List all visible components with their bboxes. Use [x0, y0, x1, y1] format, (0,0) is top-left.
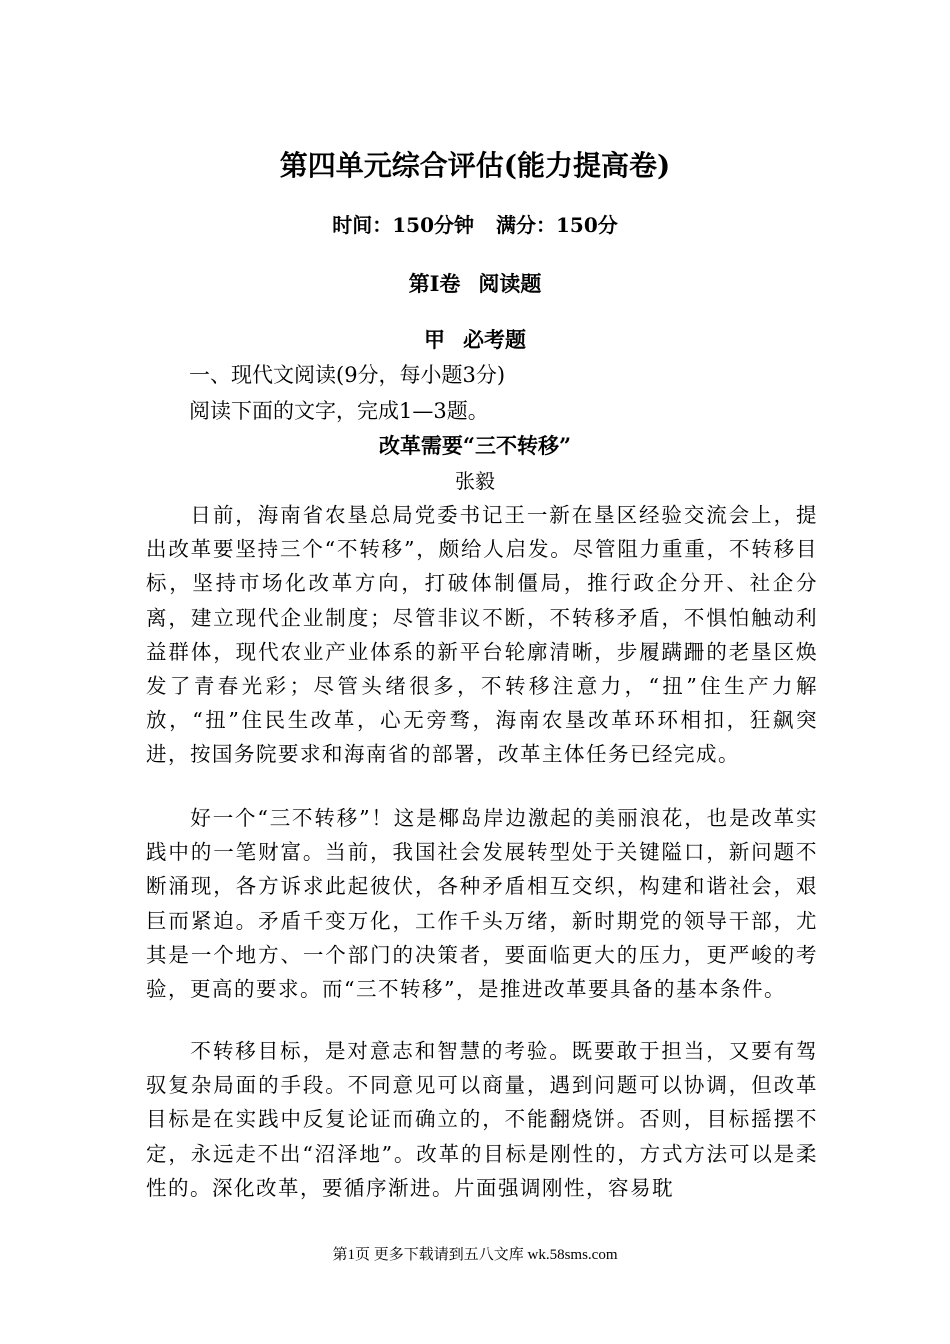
article-paragraph: [146, 801, 818, 1006]
category-name: 必考题: [463, 327, 526, 352]
article-paragraph: [146, 498, 818, 772]
paragraph-text: 好一个“三不转移”！这是椰岛岸边激起的美丽浪花，也是改革实践中的一笔财富。当前，我国社会发展转型处于关键隘口，新问题不断涌现，各方诉求此起彼伏，各种矛盾相互交织，构建和谐社会，艰巨而紧迫。矛盾千变万化，工作千头万绪，新时期党的领导干部，尤其是一个地方、一个部门的决策者，要面临更大的压力，更严峻的考验，更高的要求。而“三不转移”，是推进改革要具备的基本条件。: [146, 806, 818, 1002]
time-label: 时间：150分钟: [332, 213, 474, 237]
exam-meta: [0, 210, 950, 240]
page-footer: 第1页 更多下载请到五八文库 wk.58sms.com: [332, 1247, 618, 1263]
article-title: 改革需要“三不转移”: [378, 433, 572, 458]
article-paragraph: [146, 1034, 818, 1205]
category-part: 甲: [424, 327, 445, 352]
score-label: 满分：150分: [496, 213, 618, 237]
category-heading: [0, 325, 950, 355]
paragraph-text: 日前，海南省农垦总局党委书记王一新在垦区经验交流会上，提出改革要坚持三个“不转移”，颇给人启发。尽管阻力重重，不转移目标，坚持市场化改革方向，打破体制僵局，推行政企分开、社企分离，建立现代企业制度；尽管非议不断，不转移矛盾，不惧怕触动利益群体，现代农业产业体系的新平台轮廓清晰，步履蹒跚的老垦区焕发了青春光彩；尽管头绪很多，不转移注意力，“扭”住生产力解放，“扭”住民生改革，心无旁骛，海南农垦改革环环相扣，狂飙突进，按国务院要求和海南省的部署，改革主体任务已经完成。: [146, 503, 818, 767]
question-heading: 一、现代文阅读(9分，每小题3分): [189, 363, 506, 387]
volume-heading: [0, 269, 950, 299]
article-author: 张毅: [455, 469, 495, 493]
volume-part: 第Ⅰ卷: [408, 271, 461, 296]
paragraph-text: 不转移目标，是对意志和智慧的考验。既要敢于担当，又要有驾驭复杂局面的手段。不同意见可以商量，遇到问题可以协调，但改革目标是在实践中反复论证而确立的，不能翻烧饼。否则，目标摇摆不定，永远走不出“沼泽地”。改革的目标是刚性的，方式方法可以是柔性的。深化改革，要循序渐进。片面强调刚性，容易耽: [146, 1039, 818, 1200]
volume-name: 阅读题: [478, 271, 542, 296]
page-title: 第四单元综合评估(能力提高卷): [279, 149, 671, 182]
question-instruction: 阅读下面的文字，完成1—3题。: [189, 399, 489, 423]
